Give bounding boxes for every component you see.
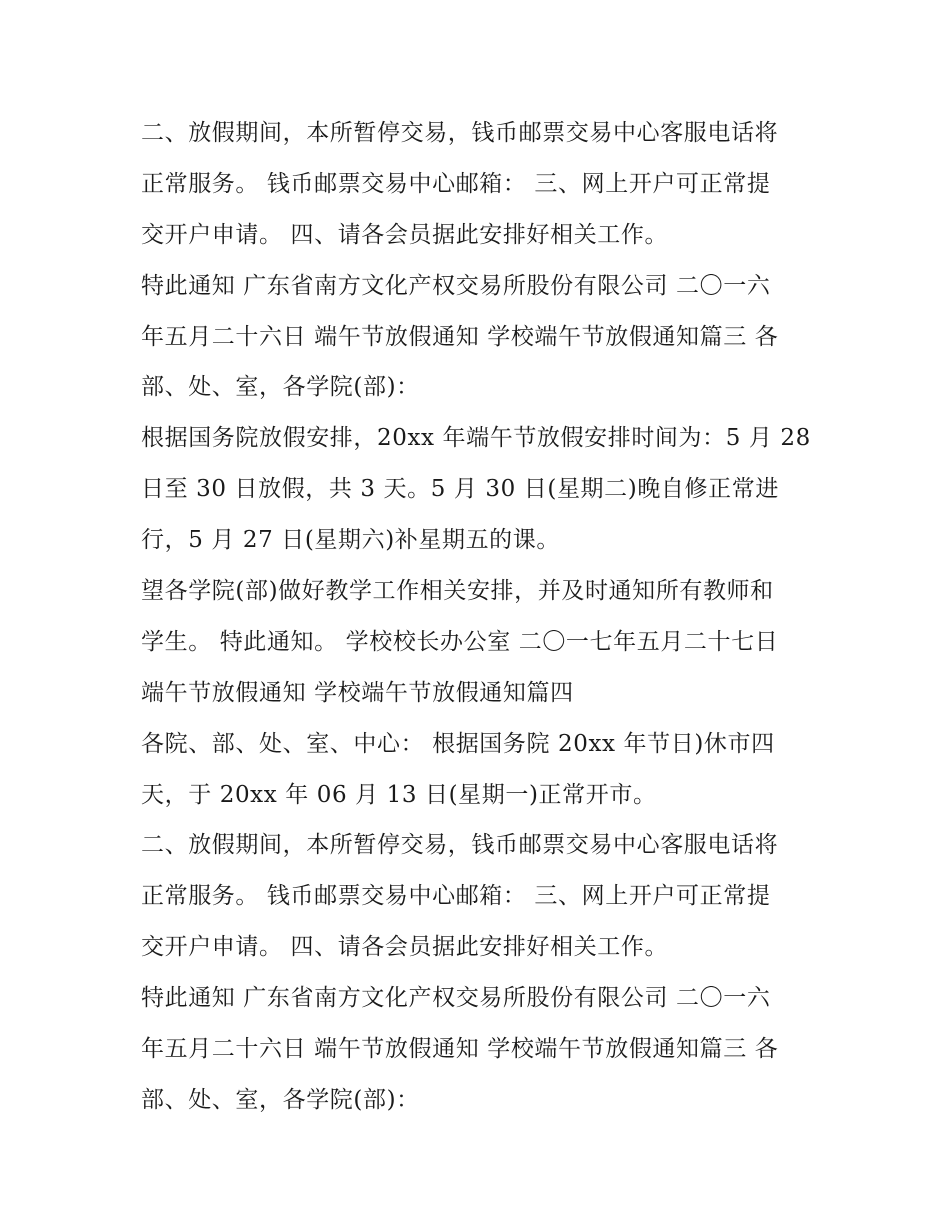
text-line: 行，5 月 27 日(星期六)补星期五的课。 — [141, 527, 560, 554]
text-line: 交开户申请。 四、请各会员据此安排好相关工作。 — [141, 221, 669, 248]
text-line: 正常服务。 钱币邮票交易中心邮箱： 三、网上开户可正常提 — [141, 170, 771, 197]
text-line: 根据国务院放假安排，20xx 年端午节放假安排时间为：5 月 28 — [141, 425, 811, 452]
text-line: 望各学院(部)做好教学工作相关安排，并及时通知所有教师和 — [141, 578, 774, 605]
text-line: 正常服务。 钱币邮票交易中心邮箱： 三、网上开户可正常提 — [141, 883, 771, 910]
text-line: 交开户申请。 四、请各会员据此安排好相关工作。 — [141, 934, 669, 961]
text-line: 部、处、室，各学院(部)： — [141, 1086, 420, 1113]
text-line: 二、放假期间，本所暂停交易，钱币邮票交易中心客服电话将 — [141, 832, 779, 859]
text-line: 日至 30 日放假，共 3 天。5 月 30 日(星期二)晚自修正常进 — [141, 476, 779, 503]
text-line: 二、放假期间，本所暂停交易，钱币邮票交易中心客服电话将 — [141, 120, 779, 146]
text-line: 各院、部、处、室、中心： 根据国务院 20xx 年节日)休市四 — [141, 730, 775, 757]
text-line: 年五月二十六日 端午节放假通知 学校端午节放假通知篇三 各 — [141, 323, 779, 350]
text-line: 天，于 20xx 年 06 月 13 日(星期一)正常开市。 — [141, 781, 657, 808]
text-line: 年五月二十六日 端午节放假通知 学校端午节放假通知篇三 各 — [141, 1036, 779, 1063]
text-line: 特此通知 广东省南方文化产权交易所股份有限公司 二〇一六 — [141, 272, 771, 299]
text-line: 学生。 特此通知。 学校校长办公室 二〇一七年五月二十七日 — [141, 628, 779, 655]
text-line: 端午节放假通知 学校端午节放假通知篇四 — [141, 679, 574, 706]
text-line: 部、处、室，各学院(部)： — [141, 374, 420, 401]
text-line: 特此通知 广东省南方文化产权交易所股份有限公司 二〇一六 — [141, 985, 771, 1012]
document-body — [141, 108, 831, 1126]
